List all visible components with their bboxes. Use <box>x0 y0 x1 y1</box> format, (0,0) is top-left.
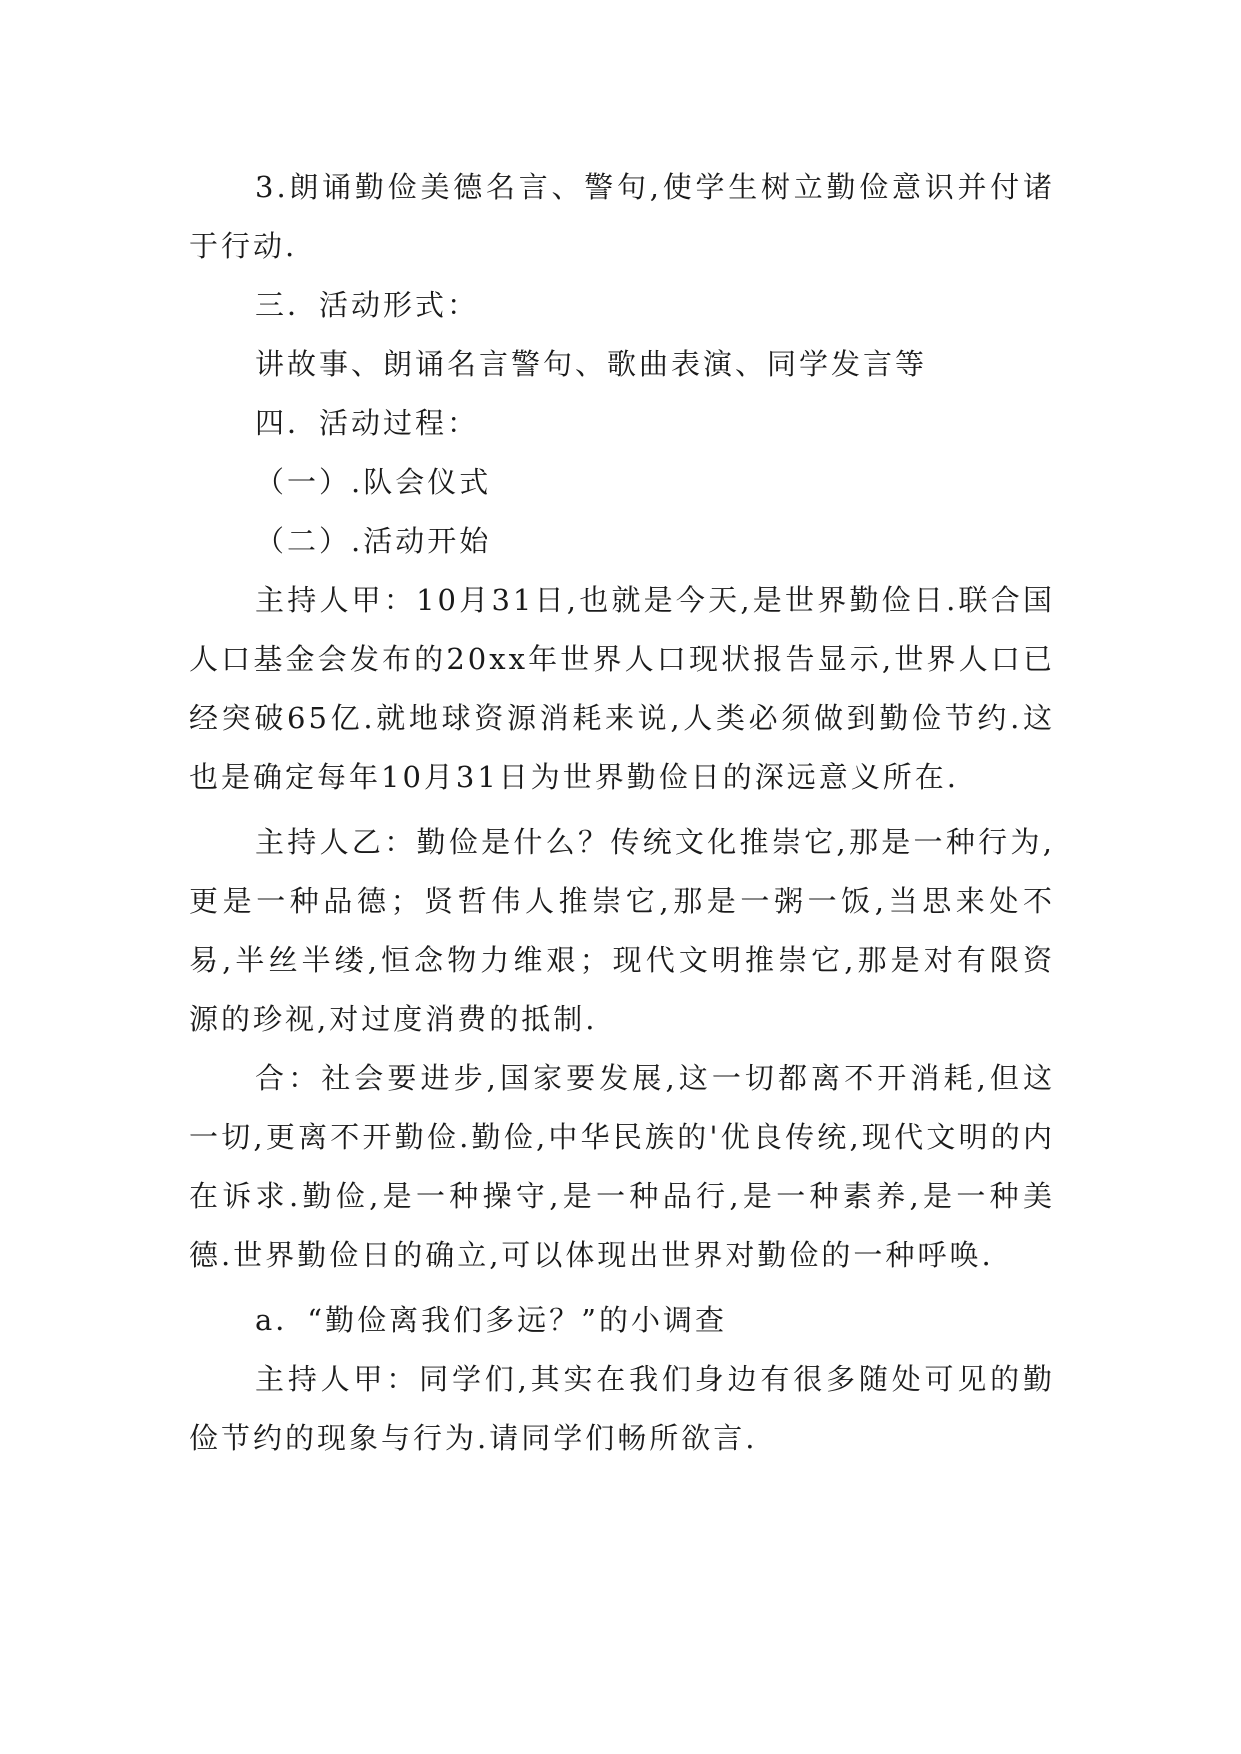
section-heading-activity-process: 四．活动过程： <box>255 406 480 440</box>
paragraph-host-a-intro: 主持人甲：10月31日,也就是今天,是世界勤俭日.联合国人口基金会发布的20xx年世界人口现状报告显示,世界人口已经突破65亿.就地球资源消耗来说,人类必须做到勤俭节约.这也是确定每年10月31日为世界勤俭日的深远意义所在. <box>189 583 1055 794</box>
subheading-activity-start: （二）.活动开始 <box>255 524 492 558</box>
paragraph-host-b: 主持人乙：勤俭是什么？传统文化推崇它,那是一种行为,更是一种品德；贤哲伟人推崇它,那是一粥一饭,当思来处不易,半丝半缕,恒念物力维艰；现代文明推崇它,那是对有限资源的珍视,对过度消费的抵制. <box>189 825 1055 1036</box>
subheading-survey: a．“勤俭离我们多远？”的小调查 <box>255 1303 727 1337</box>
subheading-ceremony: （一）.队会仪式 <box>255 465 492 499</box>
section-heading-activity-form: 三．活动形式： <box>255 288 480 322</box>
document-body <box>189 158 1055 1468</box>
paragraph-item-3: 3.朗诵勤俭美德名言、警句,使学生树立勤俭意识并付诸于行动. <box>189 170 1055 263</box>
paragraph-together: 合：社会要进步,国家要发展,这一切都离不开消耗,但这一切,更离不开勤俭.勤俭,中华民族的'优良传统,现代文明的内在诉求.勤俭,是一种操守,是一种品行,是一种素养,是一种美德.世界勤俭日的确立,可以体现出世界对勤俭的一种呼唤. <box>189 1061 1055 1272</box>
paragraph-host-a-survey: 主持人甲：同学们,其实在我们身边有很多随处可见的勤俭节约的现象与行为.请同学们畅所欲言. <box>189 1362 1055 1455</box>
paragraph-activity-forms: 讲故事、朗诵名言警句、歌曲表演、同学发言等 <box>255 347 928 381</box>
